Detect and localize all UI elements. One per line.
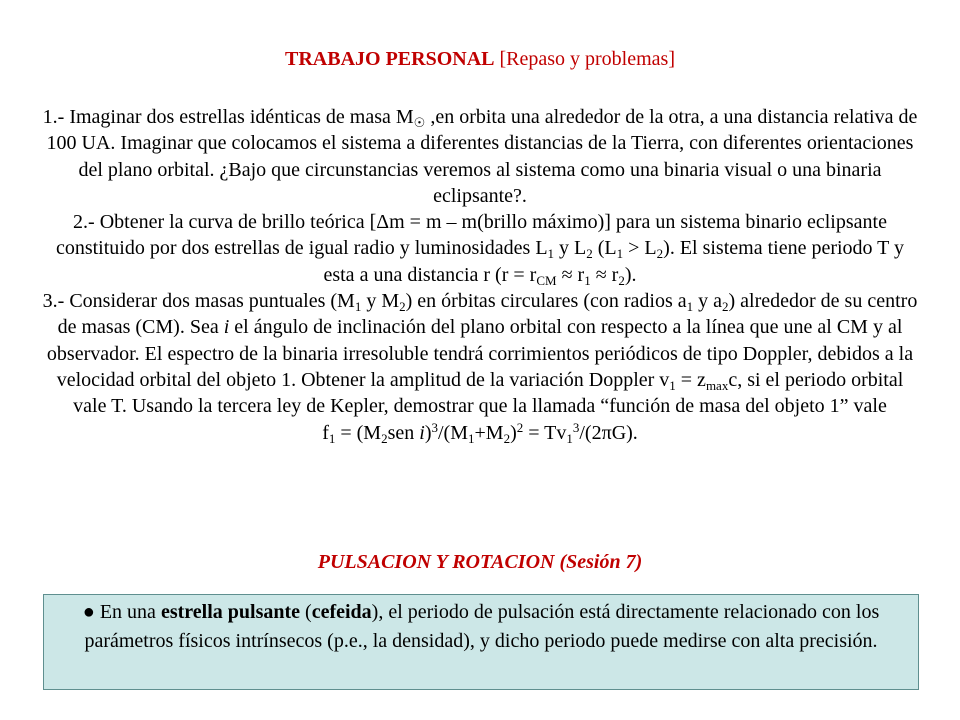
delta-symbol: Δ [376,211,390,234]
subscript: 2 [656,246,664,262]
approx-symbol: ≈ r [590,263,619,286]
info-text-b: ( [300,601,312,623]
problem-list [38,104,922,446]
subscript: 2 [503,430,511,446]
problem-2-text-b: m = m – m(brillo máximo)] para un sistema binario eclipsante constituido por dos estrellas de igual radio y luminosidades L [55,211,887,260]
equation-part: ) [424,421,432,444]
bullet-icon: ● [82,601,95,623]
problem-1-text-a: 1.- Imaginar dos estrellas idénticas de masa M [42,106,414,128]
equation-part: /(2 [579,421,602,444]
problem-3-text-e: ) alrededor de su centro de masas (CM). Sea [57,290,918,339]
subscript: max [705,377,729,393]
subscript: 1 [584,272,591,288]
title-main: TRABAJO PERSONAL [285,48,495,70]
equation-part: ) [510,421,517,444]
superscript: 3 [572,419,580,435]
page-title [0,45,960,73]
problem-2-text-a: 2.- Obtener la curva de brillo teórica [ [73,211,377,234]
equation-part: = Tv [523,421,567,444]
equation-part: +M [474,421,504,444]
subscript: 1 [686,299,694,315]
equation-part: G). [611,421,638,444]
info-text-c: ), el periodo de pulsación está directamente relacionado con los parámetros físicos intrínsecos (p.e., la densidad), y dicho periodo puede medirse con alta precisión. [84,601,880,652]
section-title: PULSACION Y ROTACION (Sesión 7) [317,551,643,573]
subscript: 2 [381,430,388,446]
superscript: 3 [431,419,438,435]
problem-3-text-g: = z [675,368,706,391]
subscript: CM [536,272,557,288]
problem-2 [38,209,922,288]
subscript: 1 [354,299,362,315]
sun-symbol-icon: ☉ [413,115,426,130]
italic-variable: i [419,421,425,444]
problem-2-text-f: ). El sistema tiene periodo T y esta a una distancia r (r = r [323,237,905,286]
subscript: 2 [722,299,729,315]
equation-part: /(M [438,421,468,444]
approx-symbol: ≈ r [556,263,585,286]
problem-1-text-b: ,en orbita una alrededor de la otra, a una distancia relativa de 100 UA. Imaginar que colocamos el sistema a diferentes distancias de la Tierra, con diferentes orientaciones del plano orbital. ¿Bajo que circunstancias veremos al sistema como una binaria visual o una binaria eclipsante?. [46,106,918,207]
problem-2-text-d: (L [592,237,617,260]
title-suffix: [Repaso y problemas] [499,48,675,70]
problem-2-text-g: ). [624,263,637,286]
subscript: 1 [616,246,624,262]
info-text-a: En una [94,601,161,623]
problem-3-text-b: y M [361,290,400,313]
equation-part: = (M [335,421,382,444]
italic-variable: i [223,316,230,339]
subscript: 1 [547,246,555,262]
problem-3-text-a: 3.- Considerar dos masas puntuales (M [42,290,355,313]
problem-3-text-f: el ángulo de inclinación del plano orbital con respecto a la línea que une al CM y al observador. El espectro de la binaria irresoluble tendrá corrimientos periódicos de tipo Doppler, debidos a la velocidad orbital del objeto 1. Obtener la amplitud de la variación Doppler v [46,316,914,391]
subscript: 1 [468,430,475,446]
subscript: 1 [328,430,336,446]
superscript: 2 [516,419,524,435]
problem-2-text-e: > L [623,237,657,260]
problem-3 [38,288,922,446]
subscript: 2 [586,246,593,262]
pi-symbol: π [601,421,612,444]
equation-part: sen [387,421,420,444]
info-strong-2: cefeida [311,601,372,623]
info-box [43,594,919,690]
problem-3-text-c: ) en órbitas circulares (con radios a [405,290,687,313]
subscript: 2 [399,299,406,315]
problem-3-text-d: y a [693,290,723,313]
mass-function-label: f [322,421,329,444]
subscript: 1 [566,430,573,446]
problem-2-text-c: y L [554,237,587,260]
subscript: 2 [618,272,625,288]
problem-3-text-h: c, si el periodo orbital vale T. Usando la tercera ley de Kepler, demostrar que la llamada “función de masa del objeto 1” vale [73,368,904,418]
problem-1 [38,104,922,209]
info-strong-1: estrella pulsante [160,601,301,623]
subscript: 1 [669,377,676,393]
